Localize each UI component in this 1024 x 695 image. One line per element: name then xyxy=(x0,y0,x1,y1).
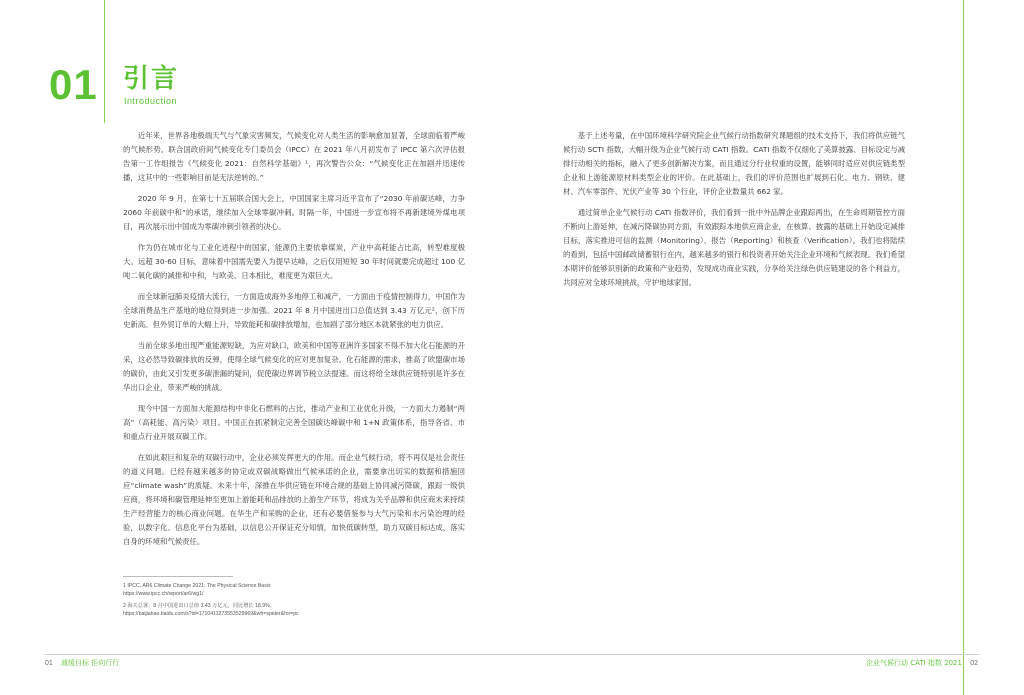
footer-right-text: 企业气候行动 CATI 指数 2021 xyxy=(866,659,962,667)
paragraph: 2020 年 9 月，在第七十五届联合国大会上，中国国家主席习近平宣布了“2030 年前碳达峰，力争 2060 年前碳中和”的承诺，继续加入全球零碳冲刺。时隔一年，中国进一步宣布将不再新建境外煤电项目，再次展示出中国成为零碳冲刺引领者的决心。 xyxy=(123,194,465,231)
footer-divider xyxy=(45,654,979,655)
green-divider-line-left xyxy=(104,0,105,123)
section-title: 引言 xyxy=(123,64,180,94)
footnote-text: 1 IPCC, AR6 Climate Change 2021: The Physical Science Basis xyxy=(123,583,271,589)
footnote-1 xyxy=(123,582,383,598)
page-number-right: 02 xyxy=(970,660,978,667)
footnotes xyxy=(123,582,383,622)
footnote-divider xyxy=(123,576,233,577)
paragraph: 近年来，世界各地极端天气与气象灾害频发，气候变化对人类生活的影响愈加显著，全球面临着严峻的气候形势。联合国政府间气候变化专门委员会（IPCC）在 2021 年八月初发布了 IPCC 第六次评估报告第一工作组报告《气候变化 2021：自然科学基础》¹，再次警告公众：“气候变化正在加剧并迅速传播，这其中的一些影响目前是无法逆转的。” xyxy=(123,131,465,182)
footnote-text: 2 海关总署，8 月中国进出口总值 3.43 万亿元，同比增长 18.9%。 xyxy=(123,603,275,609)
footer-right xyxy=(830,658,978,669)
left-text-column xyxy=(123,129,465,556)
footnote-link[interactable]: https://www.ipcc.ch/report/ar6/wg1/ xyxy=(123,591,204,597)
footnote-link[interactable]: https://baijiahao.baidu.com/s?id=1710411273553529969&wfr=spider&for=pc xyxy=(123,611,299,617)
page-number-left: 01 xyxy=(45,660,53,667)
section-subtitle: Introduction xyxy=(124,96,178,106)
green-divider-line-right xyxy=(963,0,964,695)
paragraph: 作为仍在城市化与工业化进程中的国家，能源仍主要依靠煤炭，产业中高耗能占比高，转型难度极大。远超 30-60 目标，意味着中国需先要入为提早达峰，之后仅用短短 30 年时间就要完成超过 100 亿吨二氧化碳的减排和中和，与欧美、日本相比，难度更为艰巨大。 xyxy=(123,243,465,280)
paragraph: 通过简单企业气候行动 CATI 指数评价，我们看到一批中外品牌企业跟踪两出，在生命周期管控方面不断向上游延伸，在减污降碳协同方面，有效跟踪本地供应商企业，在核算、披露的基础上开始设定减排目标，落实推进可信的监测（Monitoring）、报告（Reporting）和核查（Verification）。我们也将陆续的看到，包括中国邮政储蓄银行在内，越来越多的银行和投资者开始关注企业环境和气候表现。我们希望本期评价能够识别新的政策和产业趋势，发现成功商业实践，分享给关注绿色供应链建设的各个利益方，共同应对全球环境挑战，守护地球家园。 xyxy=(563,208,905,287)
paragraph: 在如此艰巨和复杂的双碳行动中，企业必须发挥更大的作用。而企业气候行动，将不再仅是社会责任的道义问题。已经有越来越多的协定或双碳战略做出气候承诺的企业，需要拿出切实的数据和措施回应“climate wash”的质疑。未来十年，深推在华供应链在环境合规的基础上协同减污降碳，跟踪一级供应商，将环境和碳管理延伸至更加上游能耗和品排放的上游生产环节，将成为关乎品牌和供应商未来持续生产经营能力的核心商业问题。在华生产和采购的企业，还有必要借鉴参与大气污染和水污染治理的经验，以数字化、信息化平台为基础，以信息公开保证充分知情，加快低碳转型，助力双碳目标达成，落实自身的环境和气候责任。 xyxy=(123,453,465,546)
paragraph: 基于上述考量，在中国环境科学研究院企业气候行动指数研究课题组的技术支持下，我们将供应链气候行动 SCTI 指数，大幅升级为企业气候行动 CATI 指数。CATI 指数不仅细化了美算披露、目标设定与减排行动相关的指标，融入了更多创新解决方案，而且通过分行业权重的设置，能够同时适应对供应链类型企业和上游能源原材料类型企业的评价。在此基础上，我们的评价范围也扩展到石化、电力、钢铁、建材、汽车零部件、光伏产业等 30 个行业，评价企业数量共 662 家。 xyxy=(563,131,905,196)
footnote-2 xyxy=(123,602,383,618)
section-number: 01 xyxy=(49,61,98,108)
footer-left-text: 减缓目标 拒向行行 xyxy=(61,659,120,667)
right-text-column xyxy=(563,129,905,297)
paragraph: 而全球新冠肺炎疫情大流行，一方面造成海外多地停工和减产，一方面由于疫情控制得力，中国作为全球消费品生产基地的地位得到进一步加强。2021 年 8 月中国进出口总值达到 3.43 万亿元²，创下历史新高。但外贸订单的大幅上升，导致能耗和碳排放增加，也加剧了部分地区本就紧张的电力供应。 xyxy=(123,292,465,329)
paragraph: 现今中国一方面加大能源结构中非化石燃料的占比，推动产业和工业优化升级，一方面大力遏制“两高”（高耗能、高污染）项目。中国正在抓紧制定完善全国碳达峰碳中和 1+N 政策体系，指导各省、市和重点行业开展双碳工作。 xyxy=(123,404,465,441)
footer-left xyxy=(45,658,119,669)
paragraph: 当前全球多地出现严重能源短缺，为应对缺口，欧美和中国等亚洲许多国家不得不加大化石能源的开采，这必然导致碳排放的反弹，使得全球气候变化的应对更加复杂。化石能源的需求，推高了欧盟碳市场的碳价，由此又引发更多碳泄漏的疑问，促使碳边界调节税立法提速。而这将给全球供应链特别是许多在华出口企业，带来严峻的挑战。 xyxy=(123,341,465,392)
